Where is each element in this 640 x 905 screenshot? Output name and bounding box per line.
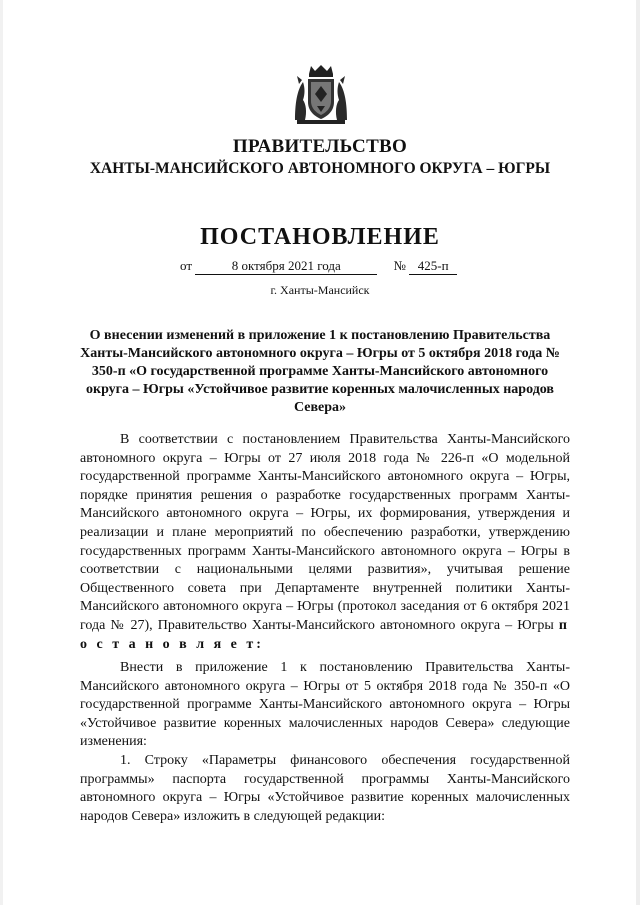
document-number: 425-п <box>409 258 457 275</box>
date-prefix: от <box>180 258 193 273</box>
preamble-text: В соответствии с постановлением Правительства Ханты-Мансийского автономного округа – Югры от 27 июля 2018 года № 226-п «О модельной государственной программе Ханты-Мансийского автономного округа – Югры, порядке принятия решения о разработке государственных программ Ханты-Мансийского автономного округа – Югры, их формирования, утверждения и реализации и плане мероприятий по обеспечению разработки, утверждению государственных программ Ханты-Мансийского автономного округа – Югры в соответствии с национальными целями развития», учитывая решение Общественного совета при Департаменте внутренней политики Ханты-Мансийского автономного округа – Югры (протокол заседания от 6 октября 2021 года № 27), Правительство Ханты-Мансийского автономного округа – Югры <box>80 432 570 633</box>
government-heading: ПРАВИТЕЛЬСТВО <box>232 136 408 157</box>
amend-intro-paragraph: Внести в приложение 1 к постановлению Правительства Ханты-Мансийского автономного округа – Югры от 5 октября 2018 года № 350-п «О государственной программе Ханты-Мансийского автономного округа – Югры «Устойчивое развитие коренных малочисленных народов Севера» следующие изменения: <box>80 660 570 750</box>
number-prefix: № <box>393 258 406 273</box>
document-title: О внесении изменений в приложение 1 к постановлению Правительства Ханты-Мансийского автономного округа – Югры от 5 октября 2018 года № 350-п «О государственной программе Ханты-Мансийского автономного округа – Югры «Устойчивое развитие коренных малочисленных народов Севера» <box>80 328 560 415</box>
amendments-section <box>80 659 570 826</box>
item-1-paragraph: 1. Строку «Параметры финансового обеспечения государственной программы» паспорта государственной программы Ханты-Мансийского автономного округа – Югры «Устойчивое развитие коренных малочисленных народов Севера» изложить в следующей редакции: <box>80 752 570 824</box>
city-line: г. Ханты-Мансийск <box>270 283 370 297</box>
coat-of-arms-emblem <box>293 64 349 126</box>
preamble-paragraph <box>80 431 570 654</box>
region-heading: ХАНТЫ-МАНСИЙСКОГО АВТОНОМНОГО ОКРУГА – ЮГРЫ <box>89 160 551 177</box>
document-date: 8 октября 2021 года <box>195 258 377 275</box>
decides-word: п о с т а н о в л я е т: <box>80 617 570 652</box>
date-number-line <box>180 258 457 275</box>
document-type-heading: ПОСТАНОВЛЕНИЕ <box>200 224 440 250</box>
